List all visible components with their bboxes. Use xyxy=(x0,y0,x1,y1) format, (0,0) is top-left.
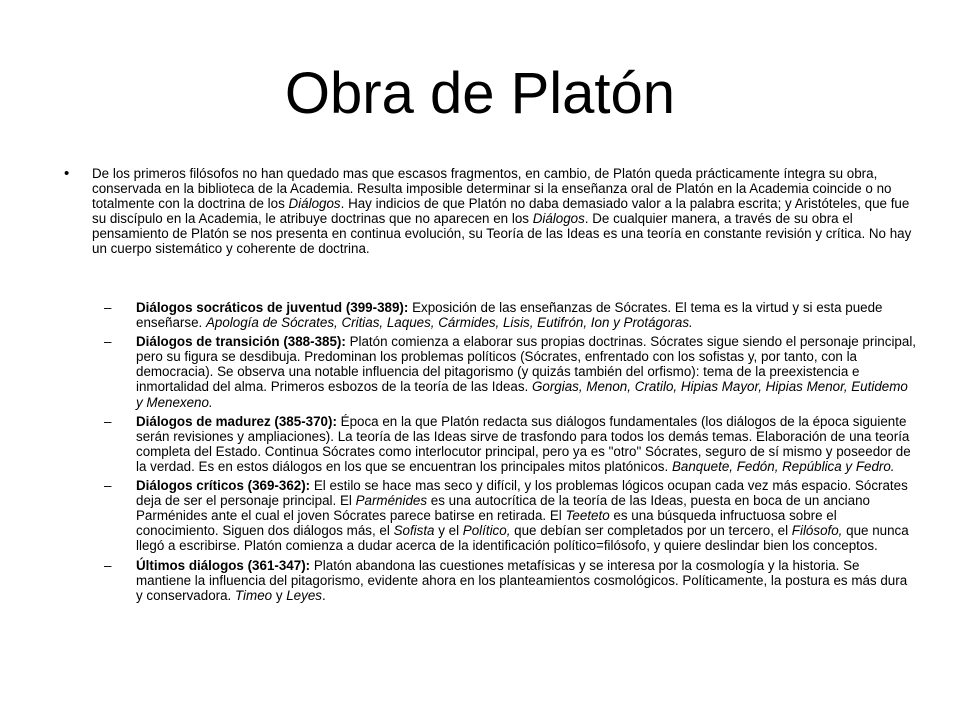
period-item xyxy=(104,478,916,553)
main-paragraph xyxy=(92,166,914,257)
dash-bullet-icon: – xyxy=(104,557,112,573)
italic-title-text: Diálogos xyxy=(288,196,341,212)
period-text xyxy=(136,558,916,603)
italic-title-text: Filósofo, xyxy=(791,523,843,539)
body-text: Platón abandona las cuestiones metafísicas y se interesa por la cosmología y la historia. Se mantiene la influencia del pitagorismo, evidente ahora en los planteamientos cosmológicos. Políticamente, la postura es más dura y conservadora. xyxy=(136,557,908,603)
italic-title-text: Gorgias, Menon, Cratilo, Hipias Mayor, Hipias Menor, Eutidemo y Menexeno. xyxy=(136,379,908,410)
body-text: . De cualquier manera, a través de su obra el pensamiento de Platón se nos presenta en continua evolución, su Teoría de las Ideas es una teoría en constante revisión y crítica. No hay un cuerpo sistemático y coherente de doctrina. xyxy=(92,211,912,257)
italic-title-text: Teeteto xyxy=(565,508,610,524)
body-text: . xyxy=(321,587,326,603)
body-text: y el xyxy=(434,523,463,539)
italic-title-text: Leyes xyxy=(286,587,322,603)
dash-bullet-icon: – xyxy=(104,300,112,315)
dash-bullet-icon: – xyxy=(104,334,112,350)
dash-bullet-icon: – xyxy=(104,478,112,494)
period-item xyxy=(104,300,916,330)
body-text: Platón comienza a elaborar sus propias doctrinas. Sócrates sigue siendo el personaje principal, pero su figura se desdibuja. Predominan los problemas políticos (Sócrates, enfrentado con los sofistas y, por tanto, con la democracia). Se observa una notable influencia del pitagorismo (y quizás también del orfismo): tema de la preexistencia e inmortalidad del alma. Primeros esbozos de la teoría de las Ideas. xyxy=(136,334,917,395)
italic-title-text: Banquete, Fedón, República y Fedro. xyxy=(671,458,895,474)
main-bullet xyxy=(64,166,914,257)
period-item xyxy=(104,414,916,474)
period-text xyxy=(136,300,916,330)
body-text: De los primeros filósofos no han quedado mas que escasos fragmentos, en cambio, de Platón queda prácticamente íntegra su obra, conservada en la biblioteca de la Academia. Resulta imposible determinar si la enseñanza oral de Platón en la Academia coincide o no totalmente con la doctrina de los xyxy=(92,166,892,212)
period-text xyxy=(136,334,916,409)
body-text: Época en la que Platón redacta sus diálogos fundamentales (los diálogos de la época siguiente serán revisiones y ampliaciones). La teoría de las Ideas sirve de trasfondo para todos los demás temas. Elaboración de una teoría completa del Estado. Continua Sócrates como interlocutor principal, pero ya es "otro" Sócrates, seguro de sí mismo y poseedor de la verdad. Es en estos diálogos en los que se encuentran los principales mitos platónicos. xyxy=(136,413,911,474)
body-text: es una autocrítica de la teoría de las Ideas, puesta en boca de un anciano Parménides ante el cual el joven Sócrates parece batirse en retirada. El xyxy=(136,493,870,524)
slide-title: Obra de Platón xyxy=(284,61,676,126)
period-item xyxy=(104,558,916,603)
dash-bullet-icon: – xyxy=(104,413,112,429)
italic-title-text: Apología de Sócrates, Critias, Laques, Cármides, Lisis, Eutifrón, Ion y Protágoras. xyxy=(205,315,693,331)
period-heading: Diálogos socráticos de juventud (399-389): xyxy=(136,300,409,315)
periods-list xyxy=(104,300,916,607)
italic-title-text: Sofista xyxy=(393,523,435,539)
italic-title-text: Parménides xyxy=(355,493,428,509)
body-text: que debían ser completados por un tercero, el xyxy=(510,523,792,539)
body-text: que nunca llegó a escribirse. Platón comienza a dudar acerca de la identificación político=filósofo, y quiere deslindar bien los conceptos. xyxy=(136,523,909,554)
body-text: El estilo se hace mas seco y difícil, y los problemas lógicos ocupan cada vez más espacio. Sócrates deja de ser el personaje principal. El xyxy=(136,478,908,509)
italic-title-text: Político, xyxy=(462,523,511,539)
period-text xyxy=(136,414,916,474)
period-text xyxy=(136,478,916,553)
body-text: . Hay indicios de que Platón no daba demasiado valor a la palabra escrita; y Aristóteles, que fue su discípulo en la Academia, le atribuye doctrinas que no aparecen en los xyxy=(92,196,910,227)
italic-title-text: Timeo xyxy=(235,587,273,603)
bullet-icon: • xyxy=(64,165,70,182)
body-text: es una búsqueda infructuosa sobre el conocimiento. Siguen dos diálogos más, el xyxy=(136,508,837,539)
period-item xyxy=(104,334,916,409)
body-text: Exposición de las enseñanzas de Sócrates. El tema es la virtud y si esta puede enseñarse. xyxy=(136,300,883,331)
period-heading: Diálogos de madurez (385-370): xyxy=(136,413,337,429)
period-heading: Últimos diálogos (361-347): xyxy=(136,557,311,573)
period-heading: Diálogos críticos (369-362): xyxy=(136,478,311,494)
italic-title-text: Diálogos xyxy=(532,211,585,227)
period-heading: Diálogos de transición (388-385): xyxy=(136,334,346,350)
body-text: y xyxy=(272,587,287,603)
